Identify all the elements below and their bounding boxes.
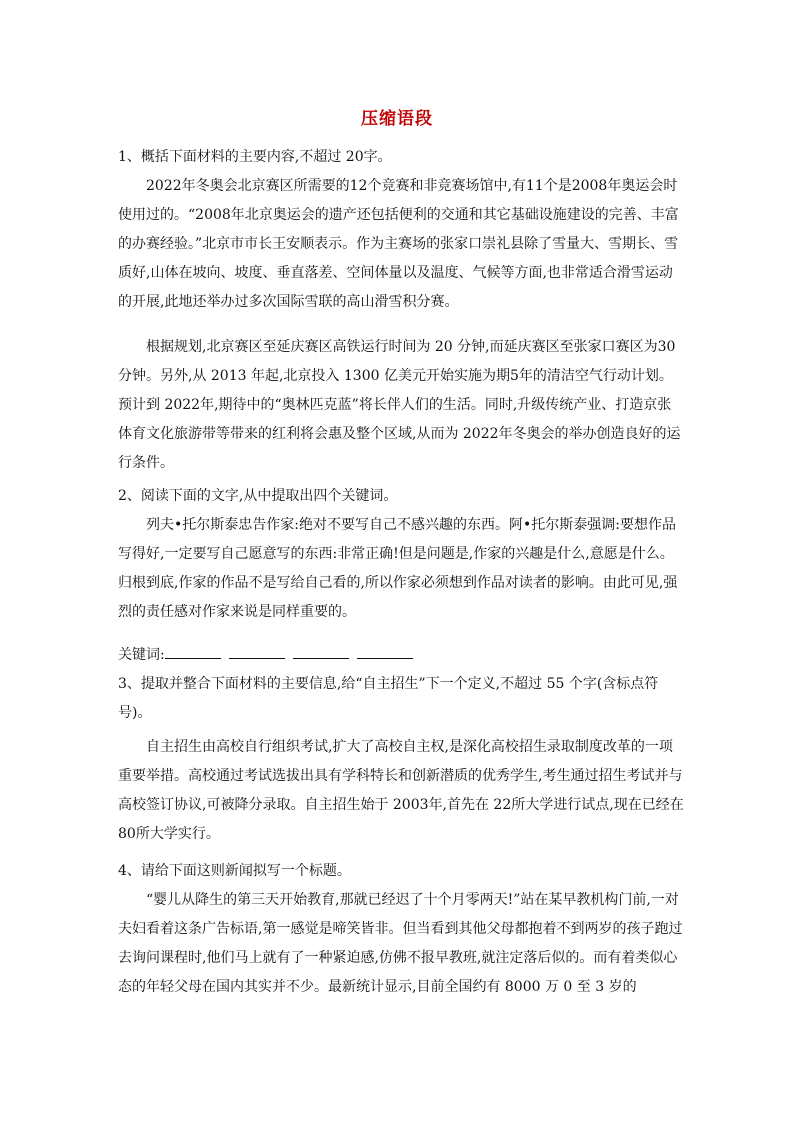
- question-2-prompt: 2、阅读下面的文字,从中提取出四个关键词。: [118, 488, 398, 504]
- question-4-paragraph-1: “婴儿从降生的第三天开始教育,那就已经迟了十个月零两天!”站在某早教机构门前,一对夫妇看着这条广告标语,第一感觉是啼笑皆非。但当看到其他父母都抱着不到两岁的孩子跑过去询问课程时,他们马上就有了一种紧迫感,仿佛不报早教班,就注定落后似的。而有着类似心态的年轻父母在国内其实并不少。最新统计显示,目前全国约有 8000 万 0 至 3 岁的: [118, 892, 683, 995]
- question-3-paragraph-1: 自主招生由高校自行组织考试,扩大了高校自主权,是深化高校招生录取制度改革的一项重要举措。高校通过考试选拔出具有学科特长和创新潜质的优秀学生,考生通过招生考试并与高校签订协议,可被降分录取。自主招生始于 2003年,首先在 22所大学进行试点,现在已经在 80所大学实行。: [118, 739, 684, 842]
- keyword-blank-4: [357, 642, 413, 659]
- question-3-prompt: 3、提取并整合下面材料的主要信息,给“自主招生”下一个定义,不超过 55 个字(含标点符号)。: [118, 676, 659, 721]
- keywords-line: [118, 641, 684, 670]
- question-4-prompt: 4、请给下面这则新闻拟写一个标题。: [118, 863, 351, 879]
- page-title: 压缩语段: [361, 109, 433, 129]
- keyword-blank-1: [165, 642, 221, 659]
- question-1-paragraph-1: 2022年冬奥会北京赛区所需要的12个竞赛和非竞赛场馆中,有11个是2008年奥运会时使用过的。“2008年北京奥运会的遗产还包括便利的交通和其它基础设施建设的完善、丰富的办赛经验。”北京市市长王安顺表示。作为主赛场的张家口崇礼县除了雪量大、雪期长、雪质好,山体在坡向、坡度、垂直落差、空间体量以及温度、气候等方面,也非常适合滑雪运动的开展,此地还举办过多次国际雪联的高山滑雪积分赛。: [118, 178, 679, 310]
- question-1-prompt: 1、概括下面材料的主要内容,不超过 20字。: [118, 149, 392, 165]
- question-1-paragraph-2: 根据规划,北京赛区至延庆赛区高铁运行时间为 20 分钟,而延庆赛区至张家口赛区为30 分钟。另外,从 2013 年起,北京投入 1300 亿美元开始实施为期5年的清洁空气行动计划。预计到 2022年,期待中的“奥林匹克蓝”将长伴人们的生活。同时,升级传统产业、打造京张体育文化旅游带等带来的红利将会惠及整个区域,从而为 2022年冬奥会的举办创造良好的运行条件。: [118, 339, 681, 471]
- question-2-paragraph-1: 列夫•托尔斯泰忠告作家:绝对不要写自己不感兴趣的东西。阿•托尔斯泰强调:要想作品写得好,一定要写自己愿意写的东西:非常正确!但是问题是,作家的兴趣是什么,意愿是什么。归根到底,作家的作品不是写给自己看的,所以作家必须想到作品对读者的影响。由此可见,强烈的责任感对作家来说是同样重要的。: [118, 517, 678, 620]
- keyword-blank-3: [293, 642, 349, 659]
- keywords-label: 关键词:: [118, 647, 165, 663]
- keyword-blank-2: [229, 642, 285, 659]
